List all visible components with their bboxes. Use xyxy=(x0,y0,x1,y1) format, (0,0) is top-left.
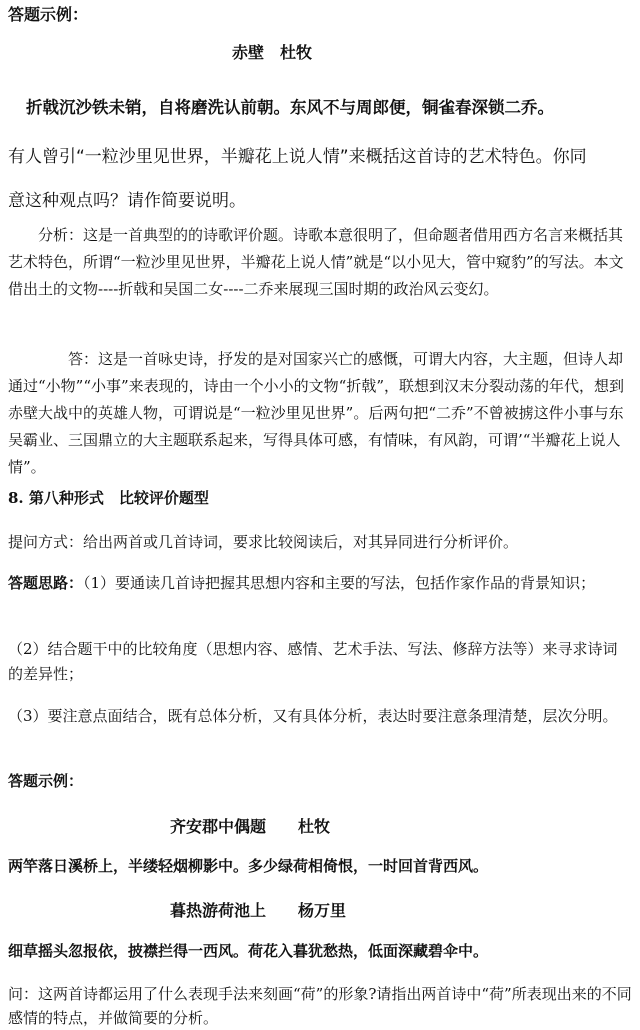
question2-text: 问：这两首诗都运用了什么表现手法来刻画“荷”的形象?请指出两首诗中“荷”所表现出来的不同感情的特点，并做简要的分析。 xyxy=(8,985,632,1027)
question1-line1: 有人曾引“一粒沙里见世界，半瓣花上说人情”来概括这首诗的艺术特色。你同 xyxy=(8,147,587,167)
poem3-text: 细草摇头忽报依，披襟拦得一西风。荷花入暮犹愁热，低面深藏碧伞中。 xyxy=(8,942,489,960)
poem3-title: 暮热游荷池上 杨万里 xyxy=(170,901,347,920)
section8-idea1 xyxy=(8,571,632,596)
poem1-title: 赤壁 杜牧 xyxy=(232,43,313,62)
idea1-text: （1）要通读几首诗把握其思想内容和主要的写法，包括作家作品的背景知识； xyxy=(83,574,596,592)
section8-idea2: （2）结合题干中的比较角度（思想内容、感情、艺术手法、写法、修辞方法等）来寻求诗词的差异性； xyxy=(8,640,618,683)
analysis-paragraph: 分析：这是一首典型的的诗歌评价题。诗歌本意很明了，但命题者借用西方名言来概括其艺术特色，所谓“一粒沙里见世界，半瓣花上说人情”就是“以小见大，管中窥豹”的写法。本文借出土的文物----折戟和吴国二女----二乔来展现三国时期的政治风云变幻。 xyxy=(8,226,624,298)
section8-idea3: （3）要注意点面结合，既有总体分析，又有具体分析，表达时要注意条理清楚，层次分明。 xyxy=(8,707,618,725)
example-label-top: 答题示例： xyxy=(8,5,89,24)
section8-heading: 8. 第八种形式 比较评价题型 xyxy=(8,489,209,507)
idea-label: 答题思路： xyxy=(8,574,84,592)
section8-method: 提问方式：给出两首或几首诗词，要求比较阅读后，对其异同进行分析评价。 xyxy=(8,533,519,551)
poem2-text: 两竿落日溪桥上，半缕轻烟柳影中。多少绿荷相倚恨，一时回首背西风。 xyxy=(8,857,489,875)
question1-line2: 意这种观点吗？请作简要说明。 xyxy=(8,191,246,211)
poem1-text: 折戟沉沙铁未销，自将磨洗认前朝。东风不与周郎便，铜雀春深锁二乔。 xyxy=(26,98,554,117)
answer-paragraph: 答：这是一首咏史诗，抒发的是对国家兴亡的感慨，可谓大内容，大主题，但诗人却通过“小物”“小事”来表现的，诗由一个小小的文物“折戟”，联想到汉末分裂动荡的年代，想到赤壁大战中的英雄人物，可谓说是“一粒沙里见世界”。后两句把“二乔”不曾被掳这件小事与东吴霸业、三国鼎立的大主题联系起来，写得具体可感，有情味，有风韵，可谓’“半瓣花上说人情”。 xyxy=(8,350,625,476)
example-label-bottom: 答题示例： xyxy=(8,772,84,790)
poem2-title: 齐安郡中偶题 杜牧 xyxy=(170,817,331,836)
